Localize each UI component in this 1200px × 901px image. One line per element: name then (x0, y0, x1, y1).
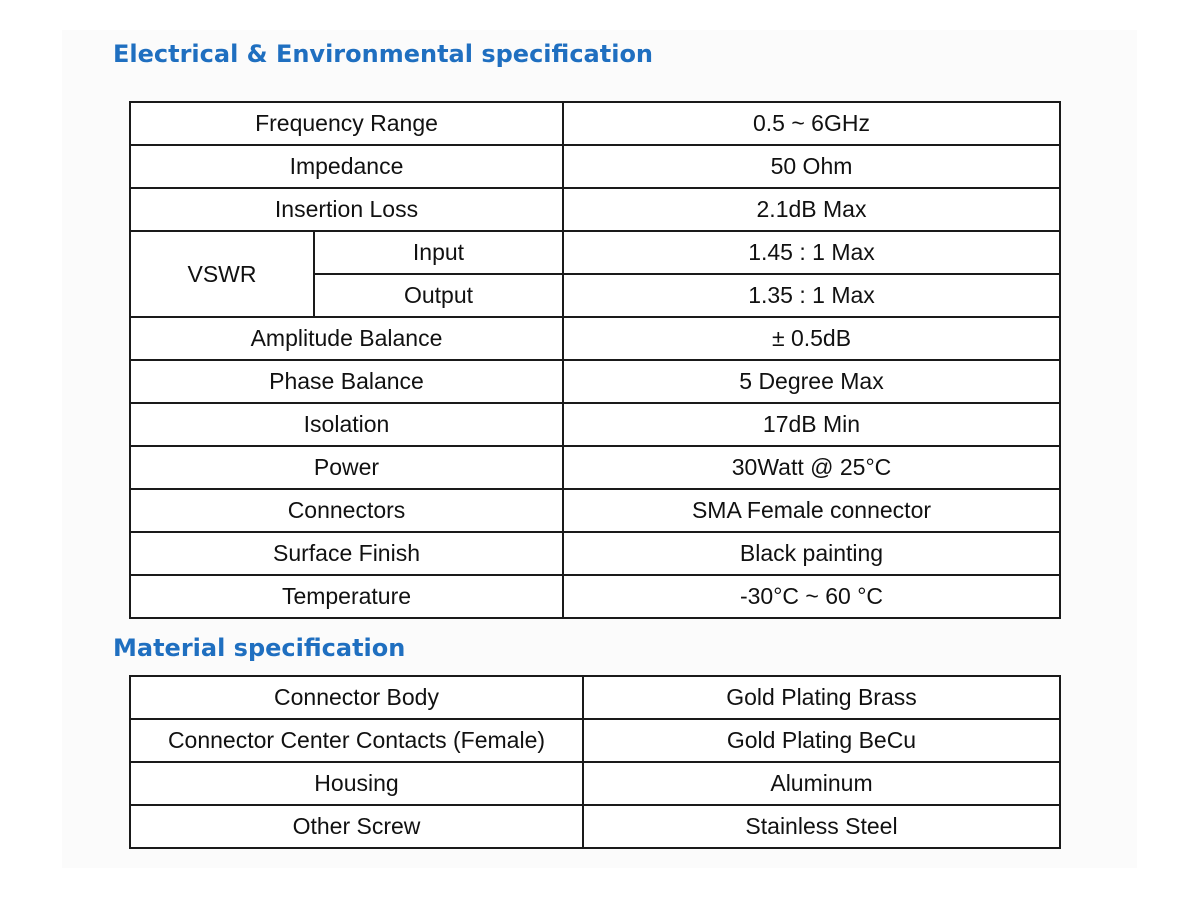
table-row (130, 188, 1060, 231)
electrical-spec-table (129, 101, 1061, 619)
param-cell: Power (130, 446, 563, 489)
table-row (130, 719, 1060, 762)
param-cell: Phase Balance (130, 360, 563, 403)
value-cell: 30Watt @ 25°C (563, 446, 1060, 489)
table-row (130, 532, 1060, 575)
param-cell: Temperature (130, 575, 563, 618)
param-cell: Surface Finish (130, 532, 563, 575)
param-cell: Connector Body (130, 676, 583, 719)
value-cell: Gold Plating Brass (583, 676, 1060, 719)
table-row (130, 446, 1060, 489)
table-row (130, 489, 1060, 532)
param-cell: Amplitude Balance (130, 317, 563, 360)
param-cell: Insertion Loss (130, 188, 563, 231)
table-row (130, 805, 1060, 848)
table-row (130, 676, 1060, 719)
table-row (130, 403, 1060, 446)
value-cell: Gold Plating BeCu (583, 719, 1060, 762)
value-cell: SMA Female connector (563, 489, 1060, 532)
table-row (130, 317, 1060, 360)
value-cell: ± 0.5dB (563, 317, 1060, 360)
table-row (130, 145, 1060, 188)
table-row (130, 762, 1060, 805)
table-row (130, 360, 1060, 403)
vswr-output-value: 1.35 : 1 Max (563, 274, 1060, 317)
table-row (130, 575, 1060, 618)
value-cell: Aluminum (583, 762, 1060, 805)
value-cell: Stainless Steel (583, 805, 1060, 848)
material-spec-title: Material specification (113, 634, 406, 662)
material-spec-table (129, 675, 1061, 849)
vswr-label-cell: VSWR (130, 231, 314, 317)
param-cell: Frequency Range (130, 102, 563, 145)
value-cell: 2.1dB Max (563, 188, 1060, 231)
param-cell: Housing (130, 762, 583, 805)
vswr-input-value: 1.45 : 1 Max (563, 231, 1060, 274)
param-cell: Connectors (130, 489, 563, 532)
electrical-spec-title: Electrical & Environmental specification (113, 40, 654, 68)
value-cell: 0.5 ~ 6GHz (563, 102, 1060, 145)
param-cell: Other Screw (130, 805, 583, 848)
param-cell: Isolation (130, 403, 563, 446)
value-cell: 50 Ohm (563, 145, 1060, 188)
table-row (130, 102, 1060, 145)
param-cell: Impedance (130, 145, 563, 188)
value-cell: Black painting (563, 532, 1060, 575)
param-cell: Connector Center Contacts (Female) (130, 719, 583, 762)
value-cell: 17dB Min (563, 403, 1060, 446)
table-row (130, 231, 1060, 274)
vswr-input-label: Input (314, 231, 563, 274)
vswr-output-label: Output (314, 274, 563, 317)
value-cell: -30°C ~ 60 °C (563, 575, 1060, 618)
value-cell: 5 Degree Max (563, 360, 1060, 403)
